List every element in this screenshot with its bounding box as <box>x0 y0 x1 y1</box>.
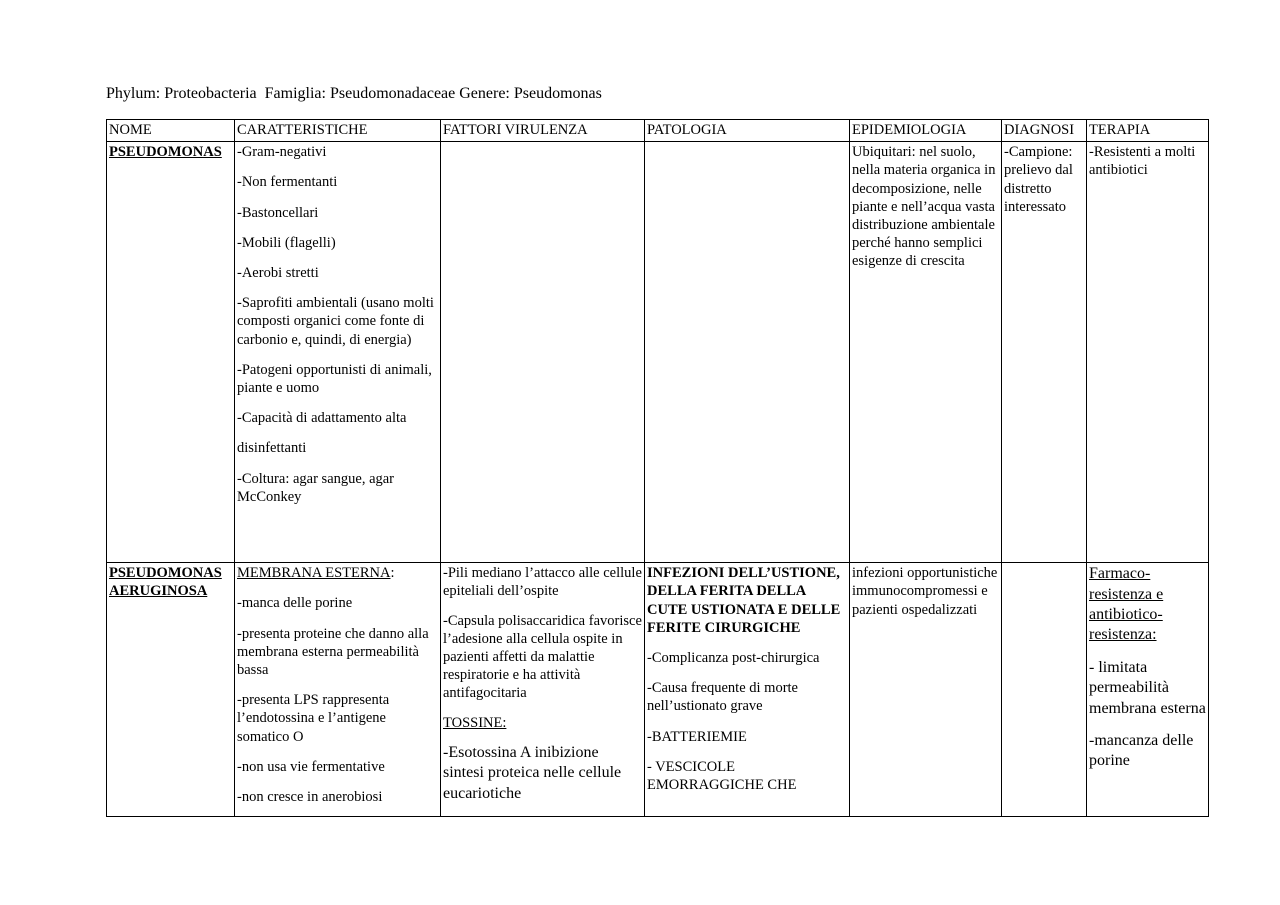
therapy-item: - limitata permeabilità membrana esterna <box>1089 658 1206 717</box>
header-caratteristiche: CARATTERISTICHE <box>235 120 441 142</box>
cell-patologia <box>645 142 850 563</box>
pathology-item: - VESCICOLE EMORRAGGICHE CHE <box>647 758 797 794</box>
cell-epidemiologia: Ubiquitari: nel suolo, nella materia organica in decomposizione, nelle piante e nell’acqua vasta distribuzione ambientale perché hanno semplici esigenze di crescita <box>850 142 1002 563</box>
header-fattori-virulenza: FATTORI VIRULENZA <box>441 120 645 142</box>
cell-terapia <box>1087 563 1209 817</box>
pathology-item: -Complicanza post-chirurgica <box>647 650 820 667</box>
cell-terapia: -Resistenti a molti antibiotici <box>1087 142 1209 563</box>
trait-item: -Coltura: agar sangue, agar McConkey <box>237 470 395 505</box>
cell-caratteristiche <box>235 142 441 563</box>
document-title: Phylum: Proteobacteria Famiglia: Pseudomonadaceae Genere: Pseudomonas <box>106 85 602 102</box>
pathology-item: -Causa frequente di morte nell’ustionato grave <box>647 680 798 715</box>
cell-caratteristiche <box>235 563 441 817</box>
bacterium-name-line1: PSEUDOMONAS <box>109 565 222 582</box>
membrana-heading: MEMBRANA ESTERNA <box>237 565 391 582</box>
virulence-item: -Capsula polisaccaridica favorisce l’adesione alla cellula ospite in pazienti affetti da malattie respiratorie e ha attività antifagocitaria <box>443 612 642 702</box>
trait-item: -Non fermentanti <box>237 174 338 191</box>
trait-item: -Saprofiti ambientali (usano molti composti organici come fonte di carbonio e, quindi, di energia) <box>237 295 434 348</box>
cell-fattori-virulenza <box>441 563 645 817</box>
virulence-item: -Pili mediano l’attacco alle cellule epiteliali dell’ospite <box>443 565 642 600</box>
cell-diagnosi <box>1002 563 1087 817</box>
header-terapia: TERAPIA <box>1087 120 1209 142</box>
therapy-heading: Farmaco-resistenza e antibiotico-resistenza: <box>1089 565 1164 644</box>
header-epidemiologia: EPIDEMIOLOGIA <box>850 120 1002 142</box>
header-patologia: PATOLOGIA <box>645 120 850 142</box>
bacterium-name: PSEUDOMONAS <box>109 144 222 161</box>
trait-item: -presenta proteine che danno alla membrana esterna permeabilità bassa <box>237 625 429 679</box>
cell-nome <box>107 563 235 817</box>
pathology-heading: INFEZIONI DELL’USTIONE, DELLA FERITA DELLA CUTE USTIONATA E DELLE FERITE CIRURGICHE <box>647 565 841 636</box>
header-diagnosi: DIAGNOSI <box>1002 120 1087 142</box>
trait-item: -Gram-negativi <box>237 144 327 161</box>
membrana-heading-colon: : <box>390 565 395 582</box>
section-heading <box>237 564 438 582</box>
tossine-heading: TOSSINE: <box>443 714 507 731</box>
header-nome: NOME <box>107 120 235 142</box>
trait-item: -Aerobi stretti <box>237 265 319 282</box>
trait-item: disinfettanti <box>237 440 307 457</box>
cell-epidemiologia: infezioni opportunistiche immunocompromessi e pazienti ospedalizzati <box>850 563 1002 817</box>
bacterium-name-line2: AERUGINOSA <box>109 583 208 600</box>
table-row-pseudomonas-aeruginosa <box>107 563 1209 817</box>
table-row-pseudomonas <box>107 142 1209 563</box>
table-header-row <box>107 120 1209 142</box>
trait-item: -presenta LPS rappresenta l’endotossina e l’antigene somatico O <box>237 692 390 745</box>
bacteria-table <box>106 119 1209 817</box>
trait-item: -manca delle porine <box>237 595 353 612</box>
therapy-item: -mancanza delle porine <box>1089 732 1194 770</box>
cell-patologia <box>645 563 850 817</box>
trait-item: -non cresce in anerobiosi <box>237 789 383 806</box>
cell-diagnosi: -Campione: prelievo dal distretto interessato <box>1002 142 1087 563</box>
pathology-item: -BATTERIEMIE <box>647 728 747 745</box>
trait-item: -Bastoncellari <box>237 204 319 221</box>
toxin-item: -Esotossina A inibizione sintesi proteica nelle cellule eucariotiche <box>443 743 622 802</box>
trait-item: -Capacità di adattamento alta <box>237 410 407 427</box>
trait-item: -Mobili (flagelli) <box>237 234 336 251</box>
trait-item: -non usa vie fermentative <box>237 758 385 775</box>
trait-item: -Patogeni opportunisti di animali, piante e uomo <box>237 361 432 397</box>
cell-nome <box>107 142 235 563</box>
cell-fattori-virulenza <box>441 142 645 563</box>
